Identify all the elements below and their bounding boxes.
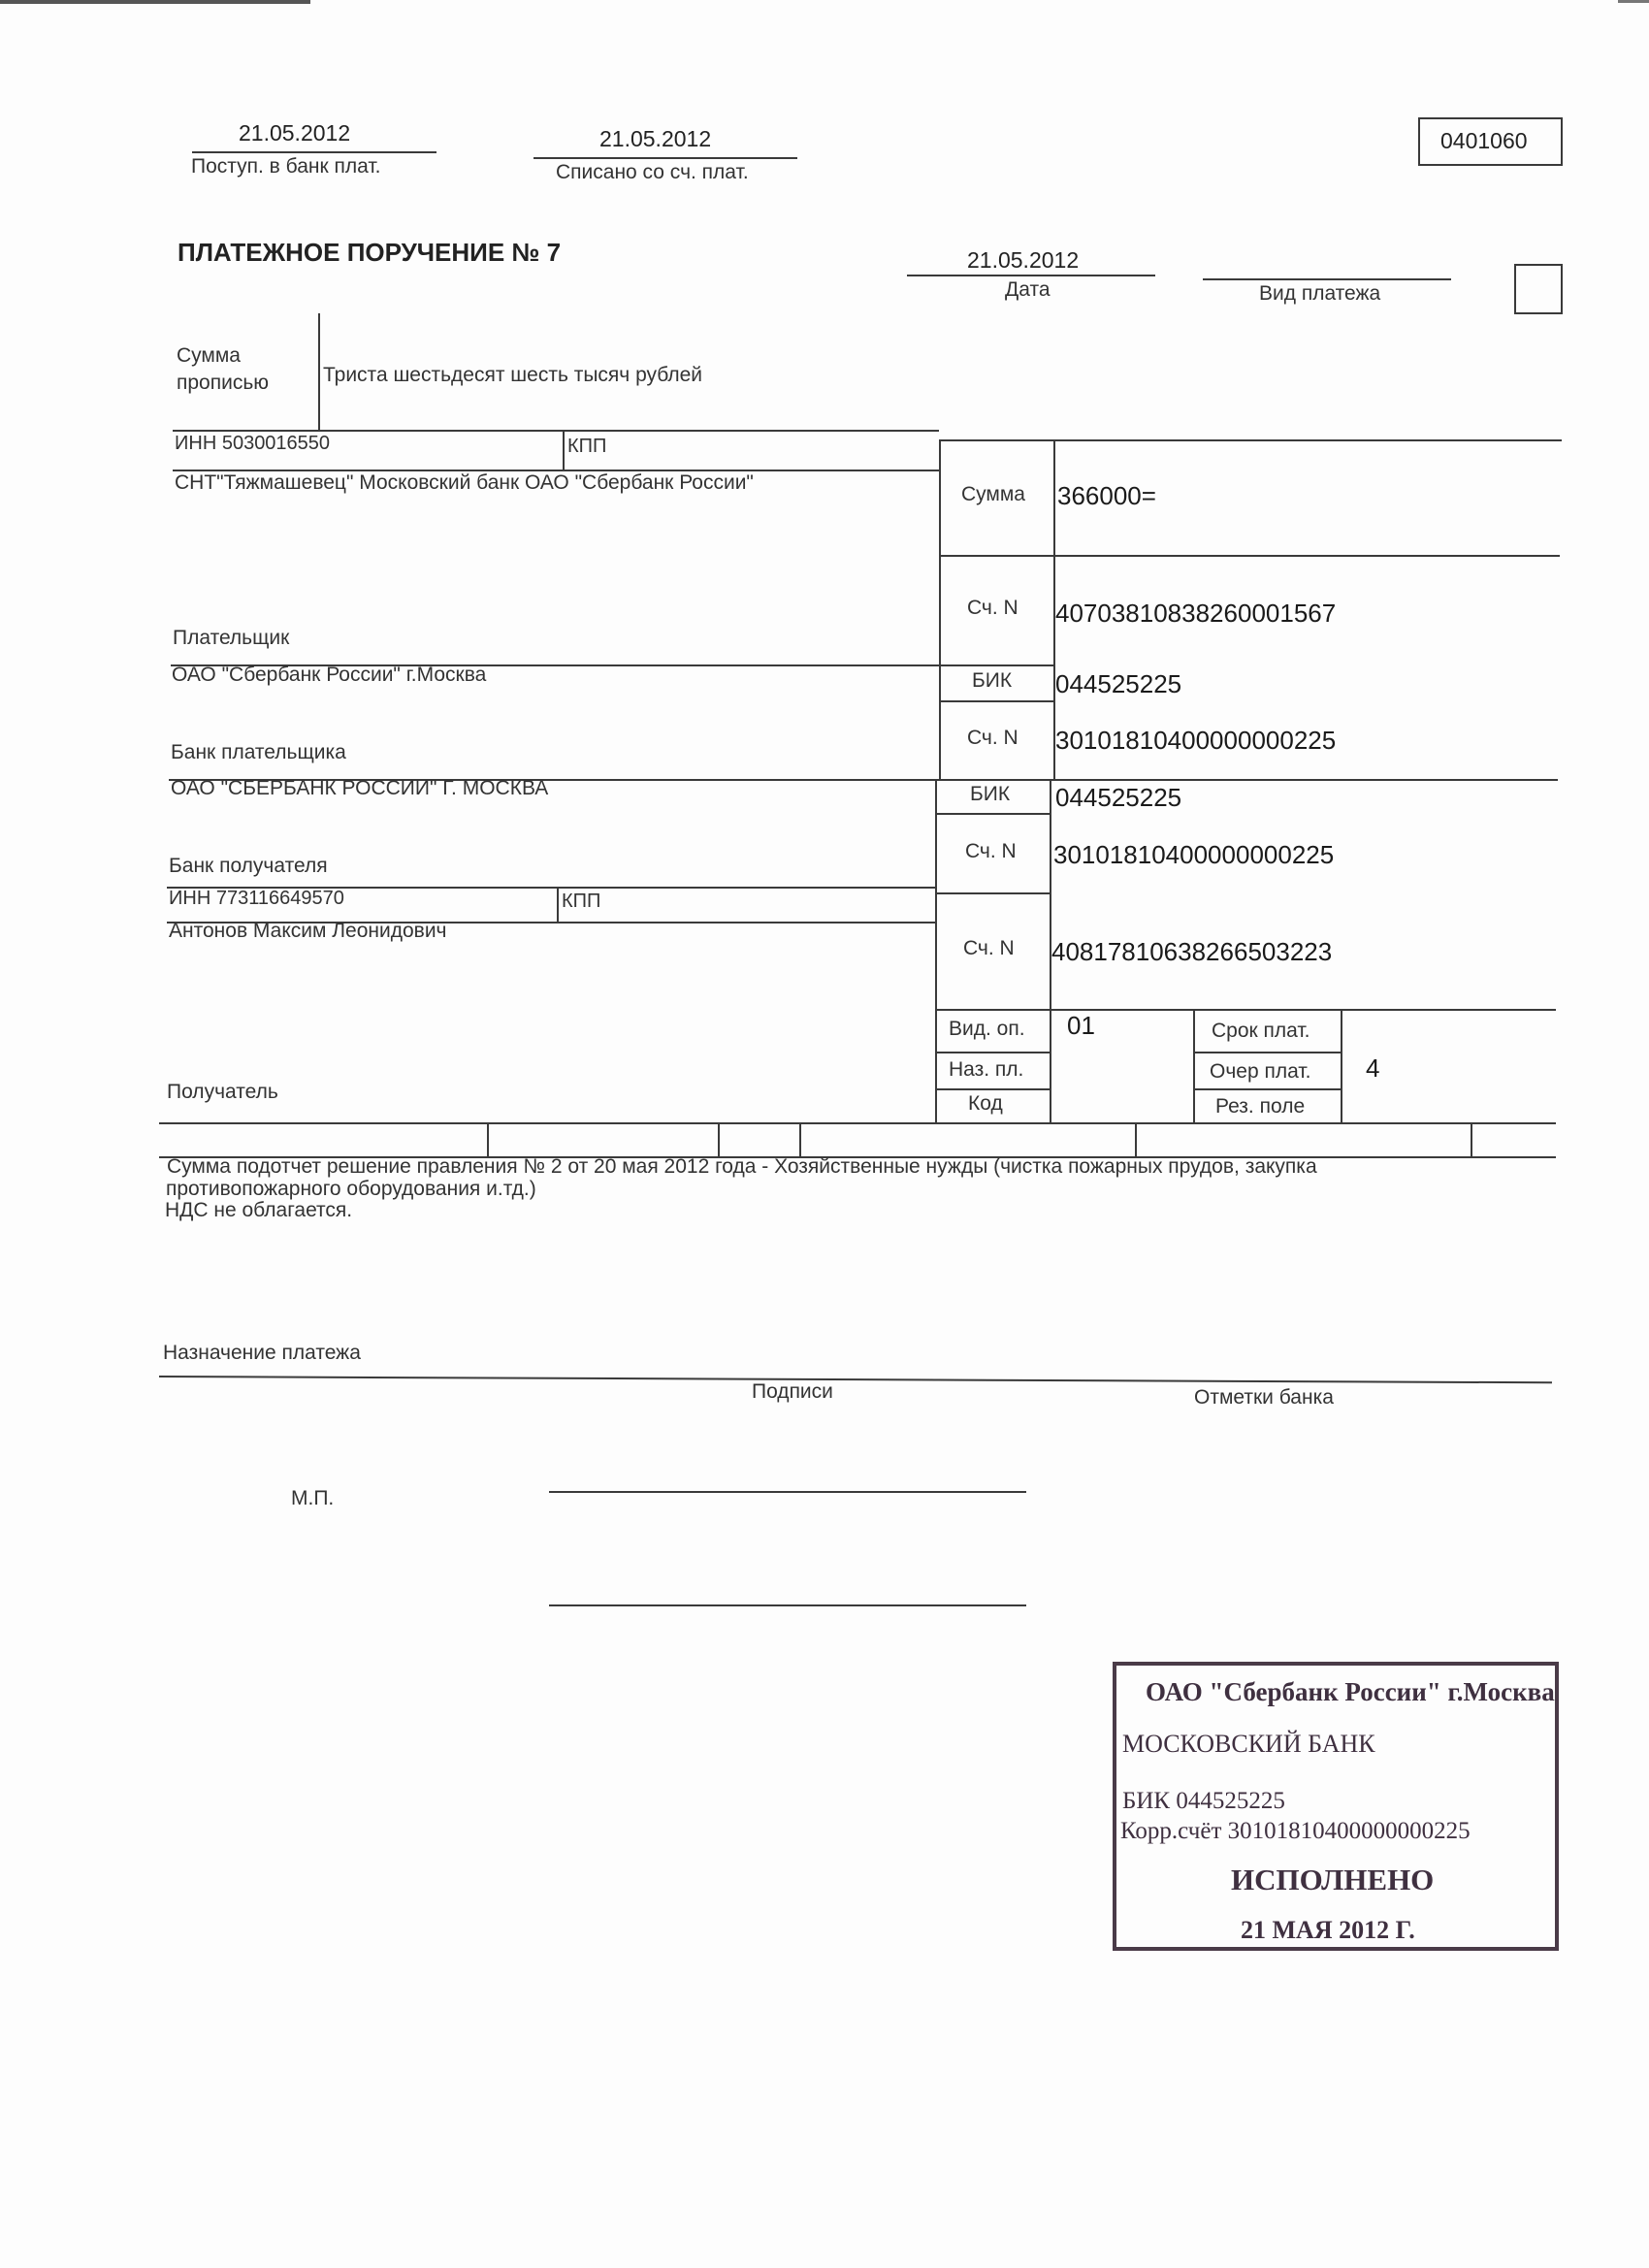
debited-label: Списано со сч. плат. (556, 161, 749, 183)
naz-pl-row-bottom (935, 1088, 1050, 1090)
payer-inn: ИНН 5030016550 (175, 433, 331, 454)
vid-op-value: 01 (1067, 1011, 1095, 1040)
srok-col-right (1341, 1009, 1342, 1123)
recipient-acc: 40817810638266503223 (1051, 937, 1333, 966)
ocher-label: Очер плат. (1210, 1060, 1311, 1083)
recipient-name: Антонов Максим Леонидович (169, 920, 447, 942)
recipient-acc-row-bottom (935, 1009, 1556, 1011)
bank-stamp (1113, 1662, 1559, 1951)
recipient-label: Получатель (167, 1081, 278, 1103)
recipient-bank-name: ОАО "СБЕРБАНК РОССИИ" Г. МОСКВА (171, 777, 549, 799)
row-inn-top (173, 430, 939, 432)
right-col-left-border (939, 439, 941, 779)
payer-kpp-label: КПП (567, 436, 607, 457)
stamp-bank-name: ОАО "Сбербанк России" г.Москва (1146, 1677, 1555, 1706)
recipient-kpp-label: КПП (562, 891, 601, 912)
right-col-left-border-2 (935, 779, 937, 1122)
amount-words-divider (318, 313, 320, 430)
payer-corr: 30101810400000000225 (1055, 726, 1337, 755)
purpose-line-1: Сумма подотчет решение правления № 2 от 20 мая 2012 года - Хозяйственные нужды (чистка пожарных прудов, закупка (167, 1155, 1317, 1178)
recipient-corr-row-bottom (935, 892, 1050, 894)
scan-edge-top (0, 0, 310, 4)
stamp-corr-account: Корр.счёт 30101810400000000225 (1120, 1818, 1471, 1844)
recipient-inn: ИНН 773116649570 (169, 888, 344, 909)
stamp-bik: БИК 044525225 (1122, 1788, 1285, 1814)
payer-acc-label: Сч. N (967, 597, 1018, 619)
scan-edge-top-right (1618, 0, 1649, 3)
tax-cell-1 (487, 1122, 489, 1156)
sum-value: 366000= (1057, 481, 1156, 510)
purpose-bottom-line (159, 1376, 1552, 1383)
sum-row-bottom (939, 555, 1560, 557)
amount-words-label-1: Сумма (177, 344, 241, 367)
tax-cell-3 (799, 1122, 801, 1156)
recipient-bank-label: Банк получателя (169, 855, 328, 877)
recipient-bik-label: БИК (970, 783, 1011, 805)
payer-bik-label: БИК (972, 669, 1013, 692)
payer-acc: 40703810838260001567 (1055, 599, 1337, 628)
payer-bik: 044525225 (1055, 669, 1182, 698)
payer-kpp-divider (563, 430, 565, 470)
srok-col-left (1193, 1009, 1195, 1123)
payment-type-label: Вид платежа (1259, 282, 1381, 305)
payer-acc-row-bottom (939, 664, 1053, 666)
recipient-bik-row-bottom (935, 813, 1050, 815)
amount-words: Триста шестьдесят шесть тысяч рублей (323, 364, 703, 386)
sum-label: Сумма (961, 483, 1025, 505)
purpose-line-2: противопожарного оборудования и.тд.) (166, 1178, 536, 1200)
received-date: 21.05.2012 (239, 120, 351, 146)
purpose-line-3: НДС не облагается. (165, 1199, 353, 1221)
payment-type-box (1514, 264, 1563, 314)
received-date-line (192, 151, 436, 153)
srok-row-bottom (1193, 1052, 1341, 1053)
row-top-right (939, 439, 1562, 441)
mp-label: М.П. (291, 1487, 335, 1509)
naz-pl-label: Наз. пл. (949, 1058, 1024, 1081)
document-title: ПЛАТЕЖНОЕ ПОРУЧЕНИЕ № 7 (178, 238, 562, 267)
signatures-label: Подписи (752, 1380, 833, 1403)
recipient-bik: 044525225 (1055, 783, 1182, 812)
recipient-corr-label: Сч. N (965, 840, 1017, 862)
signature-line-2 (549, 1604, 1026, 1606)
payer-bank-name: ОАО "Сбербанк России" г.Москва (172, 664, 487, 686)
signature-line-1 (549, 1491, 1026, 1493)
recipient-kpp-divider (557, 887, 559, 922)
date-label: Дата (1005, 278, 1051, 301)
payer-corr-label: Сч. N (967, 727, 1018, 749)
debited-date-line (534, 157, 797, 159)
stamp-executed: ИСПОЛНЕНО (1231, 1863, 1435, 1896)
payer-name: СНТ"Тяжмашевец" Московский банк ОАО "Сбербанк России" (175, 471, 754, 494)
amount-words-label-2: прописью (177, 372, 270, 394)
ocher-row-bottom (1193, 1088, 1341, 1090)
tax-cell-5 (1471, 1122, 1472, 1156)
rez-label: Рез. поле (1215, 1095, 1306, 1118)
payer-label: Плательщик (173, 627, 290, 649)
received-label: Поступ. в банк плат. (191, 155, 381, 178)
vid-op-row-bottom (935, 1052, 1050, 1053)
ocher-value: 4 (1366, 1053, 1380, 1083)
date-line (907, 275, 1155, 276)
vid-op-label: Вид. оп. (949, 1018, 1025, 1040)
srok-label: Срок плат. (1212, 1020, 1310, 1042)
debited-date: 21.05.2012 (599, 126, 712, 151)
purpose-label: Назначение платежа (163, 1342, 361, 1364)
tax-cell-2 (718, 1122, 720, 1156)
tax-row-top (159, 1122, 1556, 1124)
bank-marks-label: Отметки банка (1194, 1386, 1334, 1409)
stamp-date: 21 МАЯ 2012 Г. (1241, 1916, 1415, 1944)
kod-label: Код (968, 1092, 1003, 1115)
payer-bank-label: Банк плательщика (171, 741, 346, 763)
payer-bik-row-bottom (939, 700, 1053, 702)
stamp-branch: МОСКОВСКИЙ БАНК (1122, 1730, 1375, 1758)
form-code: 0401060 (1440, 128, 1528, 153)
recipient-acc-label: Сч. N (963, 937, 1015, 959)
date-value: 21.05.2012 (967, 247, 1080, 273)
tax-cell-4 (1135, 1122, 1137, 1156)
payment-type-line (1203, 278, 1451, 280)
recipient-corr: 30101810400000000225 (1053, 840, 1335, 869)
